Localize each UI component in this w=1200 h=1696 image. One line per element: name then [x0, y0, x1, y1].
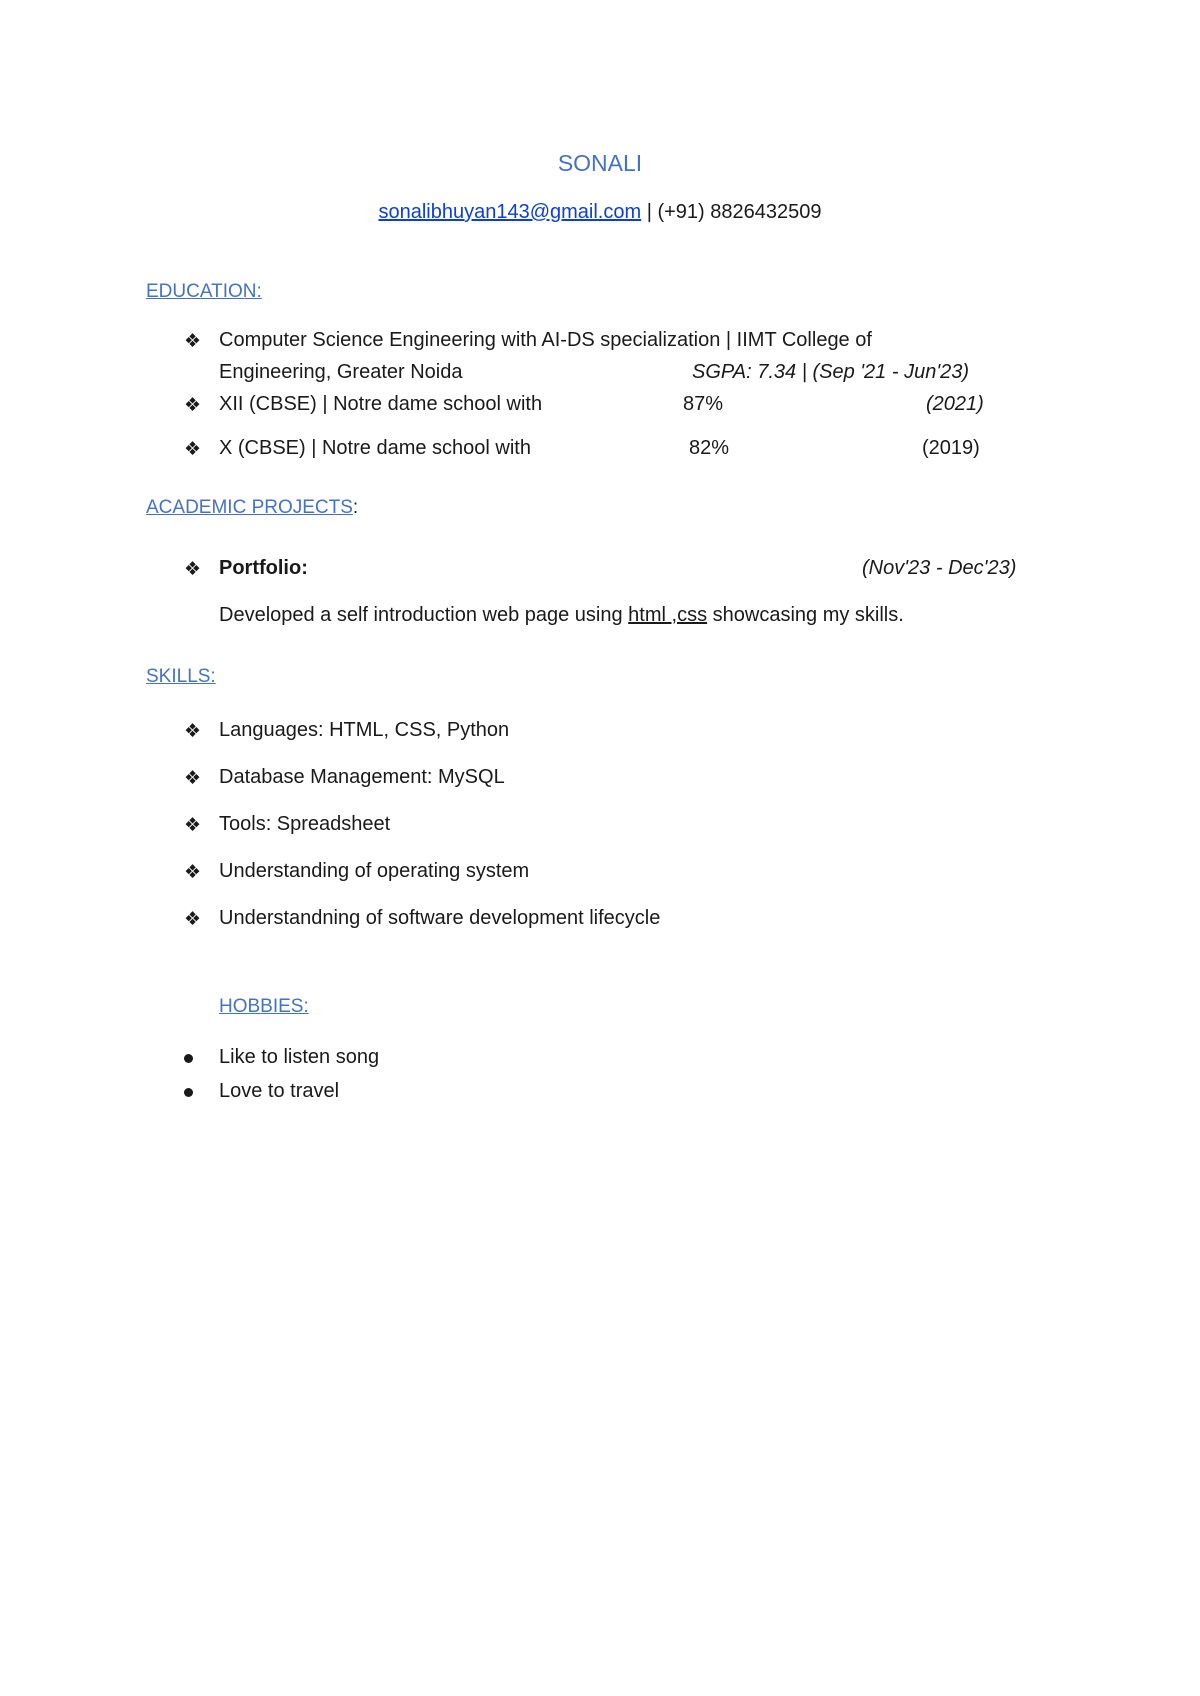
- education-item-1-line2: Engineering, Greater Noida: [219, 361, 463, 383]
- diamond-bullet-icon: ❖: [184, 815, 202, 836]
- diamond-bullet-icon: ❖: [184, 559, 202, 580]
- projects-heading-colon: :: [352, 497, 359, 518]
- skill-item: Understandning of software development lifecycle: [219, 907, 661, 929]
- diamond-bullet-icon: ❖: [184, 909, 202, 930]
- project-title: Portfolio:: [219, 557, 308, 579]
- dot-bullet-icon: [184, 1054, 193, 1063]
- projects-heading-line: [146, 497, 358, 519]
- phone-number: (+91) 8826432509: [657, 201, 822, 223]
- education-item-2-score: 87%: [683, 393, 724, 415]
- skill-item: Database Management: MySQL: [219, 766, 505, 788]
- education-item-2-year: (2021): [926, 393, 984, 415]
- project-desc-tech: html ,css: [628, 604, 708, 626]
- education-item-3-year: (2019): [922, 437, 980, 459]
- education-item-1-score: SGPA: 7.34 | (Sep '21 - Jun'23): [692, 361, 970, 383]
- diamond-bullet-icon: ❖: [184, 768, 202, 789]
- diamond-bullet-icon: ❖: [184, 395, 202, 416]
- education-heading: EDUCATION:: [146, 281, 262, 302]
- projects-heading: ACADEMIC PROJECTS: [146, 497, 353, 518]
- skill-item: Tools: Spreadsheet: [219, 813, 391, 835]
- hobby-item: Like to listen song: [219, 1046, 380, 1068]
- education-item-2-text: XII (CBSE) | Notre dame school with: [219, 393, 543, 415]
- contact-separator: |: [641, 201, 658, 223]
- skills-heading: SKILLS:: [146, 666, 216, 687]
- email-link[interactable]: sonalibhuyan143@gmail.com: [378, 201, 642, 223]
- education-item-3-text: X (CBSE) | Notre dame school with: [219, 437, 531, 459]
- dot-bullet-icon: [184, 1088, 193, 1097]
- education-item-1-line1: Computer Science Engineering with AI-DS specialization | IIMT College of: [219, 329, 872, 351]
- diamond-bullet-icon: ❖: [184, 331, 202, 352]
- education-item-3-score: 82%: [689, 437, 730, 459]
- hobbies-heading: HOBBIES:: [219, 996, 309, 1017]
- diamond-bullet-icon: ❖: [184, 721, 202, 742]
- project-desc-text: Developed a self introduction web page using: [219, 604, 629, 626]
- diamond-bullet-icon: ❖: [184, 862, 202, 883]
- project-dates: (Nov'23 - Dec'23): [862, 557, 1017, 579]
- contact-line: [0, 201, 1200, 224]
- skill-item: Languages: HTML, CSS, Python: [219, 719, 510, 741]
- skill-item: Understanding of operating system: [219, 860, 530, 882]
- project-desc-text-end: showcasing my skills.: [707, 604, 904, 626]
- diamond-bullet-icon: ❖: [184, 439, 202, 460]
- resume-name: SONALI: [557, 150, 643, 176]
- hobby-item: Love to travel: [219, 1080, 340, 1102]
- project-description: [219, 604, 904, 627]
